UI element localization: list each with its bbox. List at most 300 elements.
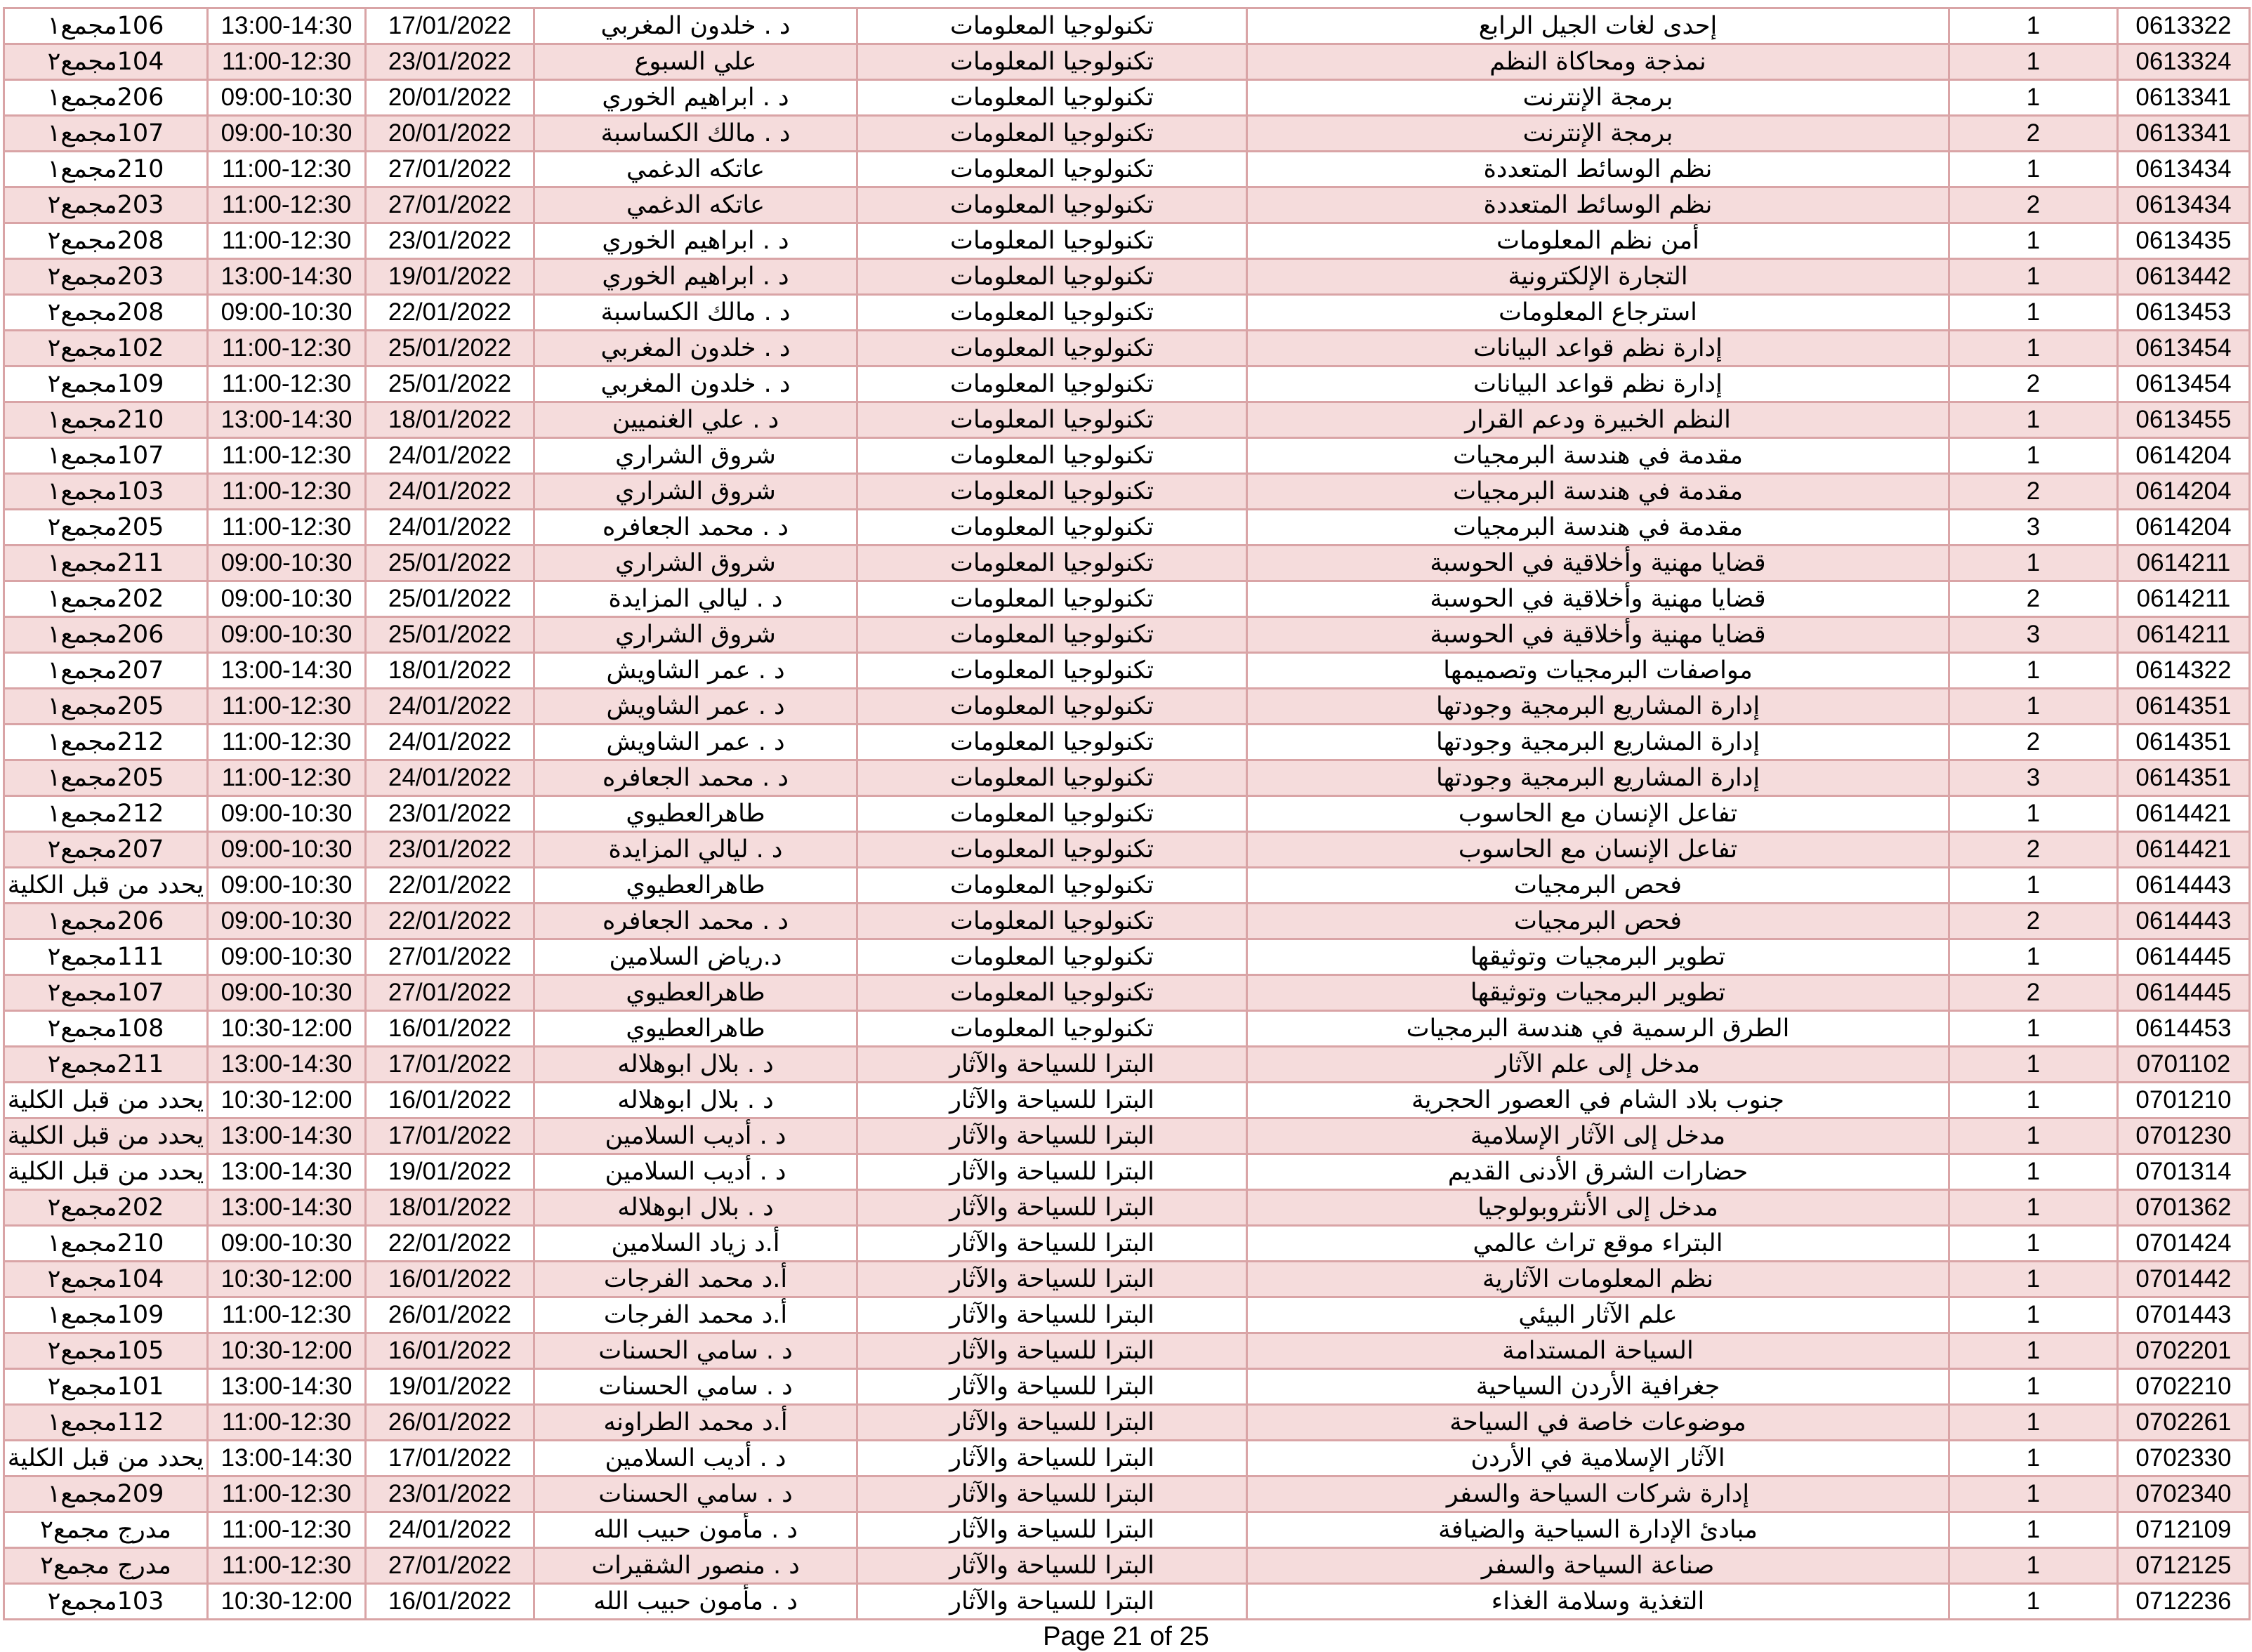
time-cell: 13:00-14:30 [208,653,366,689]
section-cell: 1 [1949,1584,2118,1620]
table-row [4,1083,2250,1118]
time-cell: 09:00-10:30 [208,832,366,868]
course-number-cell: 0614211 [2118,617,2250,653]
instructor-cell: عاتكه الدغمي [534,187,857,223]
instructor-cell: د . أديب السلامين [534,1154,857,1190]
date-cell: 25/01/2022 [366,617,534,653]
course-number-cell: 0614445 [2118,975,2250,1011]
faculty-cell: تكنولوجيا المعلومات [857,546,1247,581]
section-cell: 1 [1949,223,2118,259]
time-cell: 09:00-10:30 [208,546,366,581]
room-cell: يحدد من قبل الكلية [4,1441,208,1476]
table-row [4,116,2250,152]
section-cell: 1 [1949,1262,2118,1297]
room-cell: 105مجمع٢ [4,1333,208,1369]
date-cell: 19/01/2022 [366,1369,534,1405]
time-cell: 11:00-12:30 [208,44,366,80]
table-row [4,796,2250,832]
time-cell: 10:30-12:00 [208,1262,366,1297]
instructor-cell: أ.د محمد الفرجات [534,1297,857,1333]
room-cell: يحدد من قبل الكلية [4,1154,208,1190]
course-number-cell: 0614211 [2118,546,2250,581]
table-row [4,1441,2250,1476]
date-cell: 22/01/2022 [366,868,534,904]
time-cell: 09:00-10:30 [208,904,366,939]
course-number-cell: 0614204 [2118,474,2250,510]
course-number-cell: 0614421 [2118,832,2250,868]
section-cell: 1 [1949,295,2118,331]
section-cell: 1 [1949,1333,2118,1369]
faculty-cell: تكنولوجيا المعلومات [857,689,1247,725]
course-number-cell: 0613341 [2118,80,2250,116]
room-cell: 202مجمع١ [4,581,208,617]
date-cell: 22/01/2022 [366,1226,534,1262]
time-cell: 11:00-12:30 [208,1512,366,1548]
faculty-cell: البترا للسياحة والآثار [857,1548,1247,1584]
instructor-cell: د . مالك الكساسبة [534,116,857,152]
course-number-cell: 0614351 [2118,725,2250,760]
section-cell: 1 [1949,1011,2118,1047]
faculty-cell: تكنولوجيا المعلومات [857,366,1247,402]
instructor-cell: د . بلال ابوهلاله [534,1083,857,1118]
course-name-cell: إدارة المشاريع البرمجية وجودتها [1247,689,1949,725]
instructor-cell: طاهرالعطيوي [534,975,857,1011]
date-cell: 19/01/2022 [366,1154,534,1190]
table-row [4,44,2250,80]
faculty-cell: تكنولوجيا المعلومات [857,832,1247,868]
instructor-cell: طاهرالعطيوي [534,868,857,904]
section-cell: 1 [1949,1154,2118,1190]
room-cell: 109مجمع١ [4,1297,208,1333]
course-name-cell: مدخل إلى الأنثروبولوجيا [1247,1190,1949,1226]
course-number-cell: 0613453 [2118,295,2250,331]
course-name-cell: علم الآثار البيئي [1247,1297,1949,1333]
time-cell: 11:00-12:30 [208,438,366,474]
table-row [4,80,2250,116]
course-number-cell: 0614351 [2118,760,2250,796]
course-number-cell: 0614443 [2118,904,2250,939]
date-cell: 27/01/2022 [366,152,534,187]
course-number-cell: 0701442 [2118,1262,2250,1297]
course-name-cell: فحص البرمجيات [1247,868,1949,904]
course-number-cell: 0614453 [2118,1011,2250,1047]
course-name-cell: إدارة المشاريع البرمجية وجودتها [1247,725,1949,760]
instructor-cell: د . محمد الجعافره [534,904,857,939]
time-cell: 09:00-10:30 [208,939,366,975]
time-cell: 13:00-14:30 [208,1369,366,1405]
table-row [4,1047,2250,1083]
time-cell: 09:00-10:30 [208,581,366,617]
section-cell: 1 [1949,1369,2118,1405]
date-cell: 24/01/2022 [366,760,534,796]
table-row [4,1369,2250,1405]
instructor-cell: عاتكه الدغمي [534,152,857,187]
course-number-cell: 0613455 [2118,402,2250,438]
instructor-cell: شروق الشراري [534,438,857,474]
faculty-cell: تكنولوجيا المعلومات [857,581,1247,617]
room-cell: 111مجمع٢ [4,939,208,975]
room-cell: يحدد من قبل الكلية [4,868,208,904]
table-row [4,187,2250,223]
faculty-cell: تكنولوجيا المعلومات [857,975,1247,1011]
time-cell: 09:00-10:30 [208,975,366,1011]
instructor-cell: د . ابراهيم الخوري [534,80,857,116]
course-name-cell: استرجاع المعلومات [1247,295,1949,331]
course-name-cell: جنوب بلاد الشام في العصور الحجرية [1247,1083,1949,1118]
course-number-cell: 0701443 [2118,1297,2250,1333]
page-number: Page 21 of 25 [1043,1622,1209,1651]
instructor-cell: د . علي الغنميين [534,402,857,438]
date-cell: 23/01/2022 [366,796,534,832]
table-row [4,939,2250,975]
section-cell: 1 [1949,653,2118,689]
faculty-cell: تكنولوجيا المعلومات [857,259,1247,295]
instructor-cell: د . بلال ابوهلاله [534,1047,857,1083]
faculty-cell: تكنولوجيا المعلومات [857,223,1247,259]
room-cell: يحدد من قبل الكلية [4,1118,208,1154]
time-cell: 09:00-10:30 [208,617,366,653]
time-cell: 11:00-12:30 [208,510,366,546]
course-name-cell: حضارات الشرق الأدنى القديم [1247,1154,1949,1190]
room-cell: 208مجمع٢ [4,223,208,259]
section-cell: 2 [1949,832,2118,868]
instructor-cell: د . عمر الشاويش [534,725,857,760]
room-cell: 211مجمع٢ [4,1047,208,1083]
section-cell: 1 [1949,1118,2118,1154]
date-cell: 27/01/2022 [366,939,534,975]
date-cell: 20/01/2022 [366,80,534,116]
time-cell: 13:00-14:30 [208,1190,366,1226]
exam-schedule-table [3,7,2251,1620]
date-cell: 23/01/2022 [366,44,534,80]
course-name-cell: السياحة المستدامة [1247,1333,1949,1369]
time-cell: 11:00-12:30 [208,223,366,259]
course-name-cell: أمن نظم المعلومات [1247,223,1949,259]
section-cell: 1 [1949,1548,2118,1584]
time-cell: 11:00-12:30 [208,152,366,187]
instructor-cell: د . سامي الحسنات [534,1333,857,1369]
table-row [4,760,2250,796]
course-number-cell: 0702340 [2118,1476,2250,1512]
time-cell: 13:00-14:30 [208,8,366,44]
room-cell: 103مجمع٢ [4,1584,208,1620]
instructor-cell: د . مأمون حبيب الله [534,1584,857,1620]
date-cell: 23/01/2022 [366,223,534,259]
table-row [4,1226,2250,1262]
date-cell: 17/01/2022 [366,1047,534,1083]
time-cell: 13:00-14:30 [208,1047,366,1083]
table-row [4,1405,2250,1441]
instructor-cell: د . خلدون المغربي [534,366,857,402]
room-cell: 206مجمع١ [4,80,208,116]
table-row [4,223,2250,259]
course-number-cell: 0613434 [2118,152,2250,187]
section-cell: 1 [1949,1441,2118,1476]
date-cell: 16/01/2022 [366,1333,534,1369]
instructor-cell: د . ليالي المزايدة [534,581,857,617]
room-cell: 206مجمع١ [4,617,208,653]
course-name-cell: تطوير البرمجيات وتوثيقها [1247,975,1949,1011]
room-cell: 102مجمع٢ [4,331,208,366]
time-cell: 13:00-14:30 [208,1118,366,1154]
time-cell: 11:00-12:30 [208,366,366,402]
section-cell: 1 [1949,44,2118,80]
course-name-cell: إحدى لغات الجيل الرابع [1247,8,1949,44]
room-cell: 212مجمع١ [4,725,208,760]
table-row [4,1333,2250,1369]
instructor-cell: طاهرالعطيوي [534,1011,857,1047]
faculty-cell: البترا للسياحة والآثار [857,1369,1247,1405]
date-cell: 17/01/2022 [366,1441,534,1476]
instructor-cell: د.رياض السلامين [534,939,857,975]
date-cell: 27/01/2022 [366,1548,534,1584]
instructor-cell: د . أديب السلامين [534,1118,857,1154]
faculty-cell: تكنولوجيا المعلومات [857,295,1247,331]
course-number-cell: 0614211 [2118,581,2250,617]
table-row [4,1512,2250,1548]
faculty-cell: تكنولوجيا المعلومات [857,474,1247,510]
table-row [4,366,2250,402]
table-row [4,1190,2250,1226]
course-name-cell: مدخل إلى الآثار الإسلامية [1247,1118,1949,1154]
faculty-cell: تكنولوجيا المعلومات [857,1011,1247,1047]
course-number-cell: 0702210 [2118,1369,2250,1405]
section-cell: 1 [1949,939,2118,975]
section-cell: 3 [1949,617,2118,653]
instructor-cell: علي السبوع [534,44,857,80]
date-cell: 24/01/2022 [366,474,534,510]
section-cell: 1 [1949,868,2118,904]
section-cell: 2 [1949,581,2118,617]
faculty-cell: البترا للسياحة والآثار [857,1333,1247,1369]
date-cell: 23/01/2022 [366,1476,534,1512]
table-row [4,1011,2250,1047]
time-cell: 11:00-12:30 [208,689,366,725]
faculty-cell: البترا للسياحة والآثار [857,1476,1247,1512]
faculty-cell: تكنولوجيا المعلومات [857,904,1247,939]
course-name-cell: إدارة نظم قواعد البيانات [1247,331,1949,366]
course-name-cell: برمجة الإنترنت [1247,80,1949,116]
section-cell: 1 [1949,1226,2118,1262]
course-name-cell: مقدمة في هندسة البرمجيات [1247,474,1949,510]
table-row [4,474,2250,510]
faculty-cell: البترا للسياحة والآثار [857,1154,1247,1190]
time-cell: 13:00-14:30 [208,259,366,295]
course-number-cell: 0613454 [2118,331,2250,366]
date-cell: 16/01/2022 [366,1584,534,1620]
course-name-cell: التجارة الإلكترونية [1247,259,1949,295]
table-row [4,1262,2250,1297]
date-cell: 17/01/2022 [366,1118,534,1154]
room-cell: 103مجمع١ [4,474,208,510]
instructor-cell: د . مالك الكساسبة [534,295,857,331]
faculty-cell: البترا للسياحة والآثار [857,1118,1247,1154]
instructor-cell: د . محمد الجعافره [534,510,857,546]
section-cell: 2 [1949,187,2118,223]
course-number-cell: 0613454 [2118,366,2250,402]
section-cell: 1 [1949,1405,2118,1441]
course-number-cell: 0701230 [2118,1118,2250,1154]
instructor-cell: د . سامي الحسنات [534,1369,857,1405]
room-cell: 108مجمع٢ [4,1011,208,1047]
section-cell: 1 [1949,152,2118,187]
time-cell: 10:30-12:00 [208,1083,366,1118]
course-number-cell: 0701424 [2118,1226,2250,1262]
table-row [4,689,2250,725]
course-number-cell: 0712236 [2118,1584,2250,1620]
instructor-cell: د . عمر الشاويش [534,653,857,689]
course-name-cell: جغرافية الأردن السياحية [1247,1369,1949,1405]
table-row [4,1297,2250,1333]
table-row [4,1548,2250,1584]
room-cell: مدرج مجمع٢ [4,1548,208,1584]
time-cell: 11:00-12:30 [208,760,366,796]
room-cell: يحدد من قبل الكلية [4,1083,208,1118]
faculty-cell: البترا للسياحة والآثار [857,1584,1247,1620]
section-cell: 2 [1949,116,2118,152]
course-number-cell: 0614204 [2118,510,2250,546]
table-row [4,1584,2250,1620]
section-cell: 1 [1949,689,2118,725]
course-number-cell: 0712125 [2118,1548,2250,1584]
time-cell: 10:30-12:00 [208,1333,366,1369]
faculty-cell: تكنولوجيا المعلومات [857,80,1247,116]
instructor-cell: د . منصور الشقيرات [534,1548,857,1584]
instructor-cell: د . خلدون المغربي [534,331,857,366]
course-name-cell: التغذية وسلامة الغذاء [1247,1584,1949,1620]
room-cell: 203مجمع٢ [4,259,208,295]
section-cell: 1 [1949,259,2118,295]
time-cell: 11:00-12:30 [208,474,366,510]
section-cell: 1 [1949,438,2118,474]
course-number-cell: 0613322 [2118,8,2250,44]
date-cell: 16/01/2022 [366,1011,534,1047]
table-row [4,438,2250,474]
course-number-cell: 0702261 [2118,1405,2250,1441]
section-cell: 1 [1949,1512,2118,1548]
faculty-cell: البترا للسياحة والآثار [857,1405,1247,1441]
course-name-cell: الآثار الإسلامية في الأردن [1247,1441,1949,1476]
room-cell: 207مجمع٢ [4,832,208,868]
date-cell: 25/01/2022 [366,581,534,617]
table-row [4,725,2250,760]
date-cell: 26/01/2022 [366,1297,534,1333]
table-row [4,8,2250,44]
date-cell: 17/01/2022 [366,8,534,44]
room-cell: 107مجمع١ [4,438,208,474]
course-number-cell: 0614351 [2118,689,2250,725]
table-row [4,1154,2250,1190]
faculty-cell: تكنولوجيا المعلومات [857,187,1247,223]
time-cell: 09:00-10:30 [208,796,366,832]
course-name-cell: نمذجة ومحاكاة النظم [1247,44,1949,80]
course-number-cell: 0614443 [2118,868,2250,904]
time-cell: 09:00-10:30 [208,80,366,116]
date-cell: 18/01/2022 [366,1190,534,1226]
course-name-cell: مواصفات البرمجيات وتصميمها [1247,653,1949,689]
time-cell: 11:00-12:30 [208,1297,366,1333]
section-cell: 1 [1949,402,2118,438]
section-cell: 1 [1949,1297,2118,1333]
instructor-cell: د . ليالي المزايدة [534,832,857,868]
room-cell: مدرج مجمع٢ [4,1512,208,1548]
table-row [4,617,2250,653]
course-name-cell: تفاعل الإنسان مع الحاسوب [1247,796,1949,832]
course-number-cell: 0701314 [2118,1154,2250,1190]
date-cell: 27/01/2022 [366,975,534,1011]
table-row [4,331,2250,366]
room-cell: 109مجمع٢ [4,366,208,402]
course-name-cell: إدارة نظم قواعد البيانات [1247,366,1949,402]
instructor-cell: د . أديب السلامين [534,1441,857,1476]
course-number-cell: 0702201 [2118,1333,2250,1369]
course-name-cell: إدارة شركات السياحة والسفر [1247,1476,1949,1512]
instructor-cell: شروق الشراري [534,546,857,581]
time-cell: 13:00-14:30 [208,402,366,438]
date-cell: 24/01/2022 [366,1512,534,1548]
date-cell: 25/01/2022 [366,366,534,402]
date-cell: 18/01/2022 [366,402,534,438]
time-cell: 10:30-12:00 [208,1584,366,1620]
instructor-cell: د . ابراهيم الخوري [534,259,857,295]
room-cell: 112مجمع١ [4,1405,208,1441]
course-name-cell: مبادئ الإدارة السياحية والضيافة [1247,1512,1949,1548]
date-cell: 22/01/2022 [366,295,534,331]
section-cell: 2 [1949,904,2118,939]
course-name-cell: مقدمة في هندسة البرمجيات [1247,510,1949,546]
table-row [4,402,2250,438]
date-cell: 24/01/2022 [366,438,534,474]
room-cell: 209مجمع١ [4,1476,208,1512]
section-cell: 3 [1949,510,2118,546]
date-cell: 19/01/2022 [366,259,534,295]
course-name-cell: صناعة السياحة والسفر [1247,1548,1949,1584]
instructor-cell: د . مأمون حبيب الله [534,1512,857,1548]
course-name-cell: الطرق الرسمية في هندسة البرمجيات [1247,1011,1949,1047]
table-row [4,653,2250,689]
time-cell: 10:30-12:00 [208,1011,366,1047]
instructor-cell: شروق الشراري [534,617,857,653]
table-row [4,152,2250,187]
faculty-cell: تكنولوجيا المعلومات [857,617,1247,653]
course-number-cell: 0712109 [2118,1512,2250,1548]
section-cell: 2 [1949,474,2118,510]
time-cell: 09:00-10:30 [208,1226,366,1262]
table-row [4,904,2250,939]
course-number-cell: 0613442 [2118,259,2250,295]
course-name-cell: إدارة المشاريع البرمجية وجودتها [1247,760,1949,796]
date-cell: 26/01/2022 [366,1405,534,1441]
room-cell: 205مجمع٢ [4,510,208,546]
table-row [4,1476,2250,1512]
faculty-cell: البترا للسياحة والآثار [857,1190,1247,1226]
date-cell: 27/01/2022 [366,187,534,223]
time-cell: 11:00-12:30 [208,725,366,760]
room-cell: 210مجمع١ [4,402,208,438]
course-number-cell: 0701210 [2118,1083,2250,1118]
date-cell: 24/01/2022 [366,510,534,546]
faculty-cell: تكنولوجيا المعلومات [857,8,1247,44]
time-cell: 09:00-10:30 [208,116,366,152]
course-number-cell: 0613435 [2118,223,2250,259]
section-cell: 1 [1949,8,2118,44]
section-cell: 1 [1949,1476,2118,1512]
date-cell: 24/01/2022 [366,725,534,760]
date-cell: 20/01/2022 [366,116,534,152]
date-cell: 25/01/2022 [366,546,534,581]
course-name-cell: نظم المعلومات الآثارية [1247,1262,1949,1297]
section-cell: 1 [1949,1083,2118,1118]
